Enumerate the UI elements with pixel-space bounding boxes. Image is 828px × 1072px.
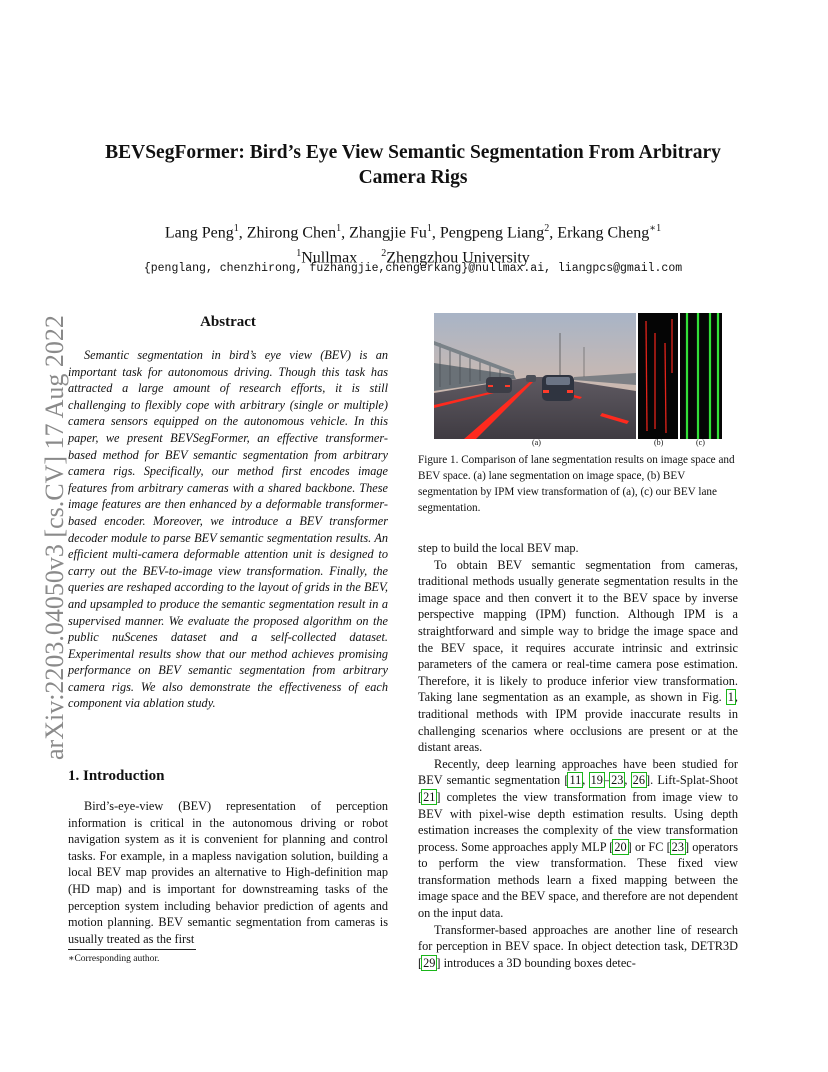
right-column-body [418, 540, 738, 971]
affiliation-marker: 1 [296, 248, 302, 260]
text-run: , traditional methods with IPM provide inaccurate results in challenging scenarios where occlusions are present or at the distant areas. [418, 690, 738, 755]
text-run: ] introduces a 3D bounding boxes detec- [436, 955, 636, 970]
paragraph-transformer [418, 922, 738, 972]
figure-sublabel-c: (c) [696, 438, 705, 447]
text-run: ] completes the view transformation from image view to BEV with pixel-wise depth estimation results. Using depth estimation increases the complexity of the view transformation process. Some approaches apply MLP [ [418, 789, 738, 854]
affiliation-marker: 1 [426, 223, 432, 234]
footnote-rule [68, 949, 196, 950]
introduction-paragraph: Bird’s-eye-view (BEV) representation of perception information is critical in the autonomous driving or robot navigation system as it is convenient for planning and control tasks. For example, in a mapless navigation solution, building a local BEV map provides an alternative to High-definition map (HD map) and is important for downstreaming tasks of the perception system including behavior prediction of agents and motion planning. BEV semantic segmentation from cameras is usually treated as the first [68, 799, 388, 946]
affiliation-marker: 2 [381, 248, 387, 260]
author-name: Lang Peng [164, 224, 234, 242]
figure-sublabel-a: (a) [532, 438, 541, 447]
introduction-body [68, 798, 388, 947]
figure-1-image [434, 313, 722, 439]
text-run: – [603, 773, 611, 788]
affiliation-marker: 2 [544, 223, 550, 234]
author-name: , Pengpeng Liang [431, 224, 545, 242]
arxiv-stamp [20, 280, 69, 760]
figure-1-caption: Figure 1. Comparison of lane segmentation results on image space and BEV space. (a) lane segmentation on image space, (b) BEV segmentation by IPM view transformation of (a), (c) our BEV lane segmentation. [418, 454, 735, 514]
panel-a-road-scene [434, 313, 636, 439]
text-run: ]. Lift-Splat-Shoot [ [418, 773, 738, 804]
abstract-text: Semantic segmentation in bird’s eye view (BEV) is an important task for autonomous driving. Though this task has attracted a large amount of research efforts, it is still challenging to flexibly cope with arbitrary (single or multiple) camera sensors equipped on the autonomous vehicle. In this paper, we present BEVSegFormer, an effective transformer-based method for BEV semantic segmentation from arbitrary camera rigs. Specifically, our method first encodes image features from arbitrary cameras with a shared backbone. These image features are then enhanced by a deformable transformer-based encoder. Moreover, we introduce a BEV transformer decoder module to parse BEV semantic segmentation results. An efficient multi-camera deformable attention unit is designed to carry out the BEV-to-image view transformation. Finally, the queries are reshaped according to the layout of grids in the BEV, and upsampled to produce the semantic segmentation result in a supervised manner. We evaluate the proposed algorithm on the public nuScenes dataset and a self-collected dataset. Experimental results show that our method achieves promising performance on BEV semantic segmentation from arbitrary camera rigs. We also demonstrate the effectiveness of each component via ablation study. [68, 348, 388, 711]
citation-link[interactable]: 23 [671, 839, 684, 854]
arxiv-stamp-text: arXiv:2203.04050v3 [cs.CV] 17 Aug 2022 [40, 315, 69, 760]
text-run: ] or FC [ [627, 839, 671, 854]
citation-link[interactable]: 20 [614, 839, 627, 854]
paragraph-deep-learning [418, 756, 738, 922]
citation-link[interactable]: 23 [611, 773, 624, 788]
affiliation-name: Zhengzhou University [386, 249, 530, 267]
author-name: , Zhangjie Fu [341, 224, 427, 242]
citation-link[interactable]: 19 [590, 773, 603, 788]
text-run: ] operators to perform the view transformation. These fixed view transformation methods learn a fixed mapping between the image space and the BEV space, and therefore are not dependent on the input data. [418, 839, 738, 921]
figure-sublabel-b: (b) [654, 438, 664, 447]
author-list [70, 218, 756, 243]
affiliation-marker: 1 [336, 223, 342, 234]
section-heading-introduction: 1. Introduction [68, 768, 165, 784]
text-run: Transformer-based approaches are another line of research for perception in BEV space. In object detection task, DETR3D [ [418, 922, 738, 970]
affiliation-marker: 1 [233, 223, 239, 234]
affiliation-name: Nullmax [301, 249, 358, 267]
affiliation-marker: ∗1 [649, 223, 662, 234]
paper-title: BEVSegFormer: Bird’s Eye View Semantic Segmentation From Arbitrary Camera Rigs [105, 142, 721, 188]
citation-link[interactable]: 21 [423, 789, 436, 804]
paragraph-continuation: step to build the local BEV map. [418, 541, 579, 555]
citation-link[interactable]: 26 [632, 773, 645, 788]
panel-b-ipm-bev [638, 313, 678, 439]
paragraph-ipm [418, 557, 738, 756]
author-name: , Erkang Cheng [549, 224, 650, 242]
text-run: To obtain BEV semantic segmentation from cameras, traditional methods usually generate segmentation results in the image space and then convert it to the BEV space by inverse perspective mapping (IPM) function. Although IPM is a straightforward and simple way to bridge the image space and the BEV space, it requires accurate intrinsic and extrinsic parameters of the camera or real-time camera pose estimation. Therefore, it is likely to produce inferior view transformation. Taking lane segmentation as an example, as shown in Fig. [418, 557, 738, 705]
citation-link[interactable]: 11 [569, 773, 582, 788]
text-run: , [582, 773, 590, 788]
citation-link[interactable]: 29 [423, 955, 436, 970]
footnote: ∗Corresponding author. [68, 954, 160, 964]
text-run: Recently, deep learning approaches have been studied for BEV semantic segmentation [ [418, 756, 738, 788]
figure-ref-link[interactable]: 1 [727, 690, 734, 705]
abstract-body [68, 347, 388, 712]
text-run: , [624, 773, 632, 788]
panel-c-bev-lanes [680, 313, 722, 439]
abstract-heading: Abstract [200, 314, 256, 330]
author-emails: {penglang, chenzhirong, fuzhangjie,chengerkang}@nullmax.ai, liangpcs@gmail.com [143, 262, 683, 275]
author-name: , Zhirong Chen [238, 224, 337, 242]
